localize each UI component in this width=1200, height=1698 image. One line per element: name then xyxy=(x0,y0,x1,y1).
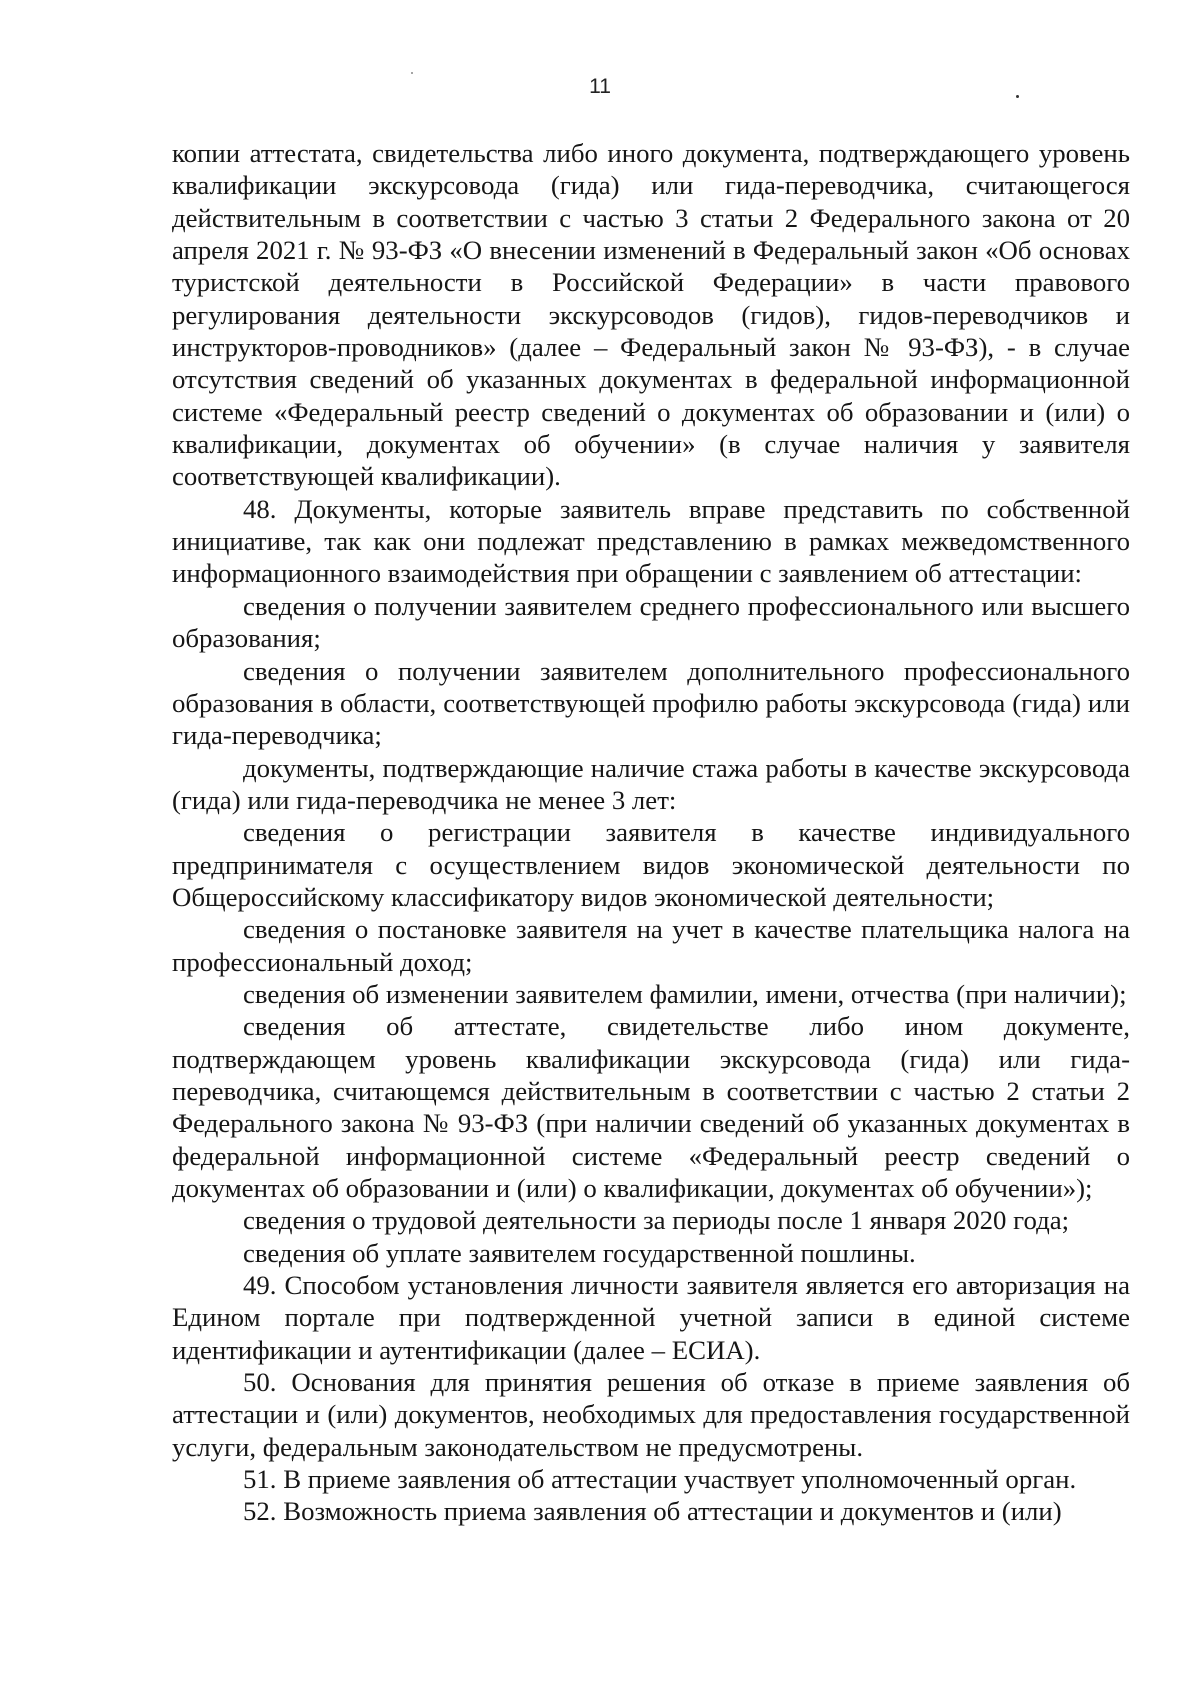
list-item-additional-education: сведения о получении заявителем дополнительного профессионального образования в области, соответствующей профилю работы экскурсовода (гида) или гида-переводчика; xyxy=(172,655,1130,751)
list-item-qualification-certificate: сведения об аттестате, свидетельстве либо ином документе, подтверждающем уровень квалификации экскурсовода (гида) или гида-переводчика, считающемся действительным в соответствии с частью 2 статьи 2 Федерального закона № 93-ФЗ (при наличии сведений об указанных документах в федеральной информационной системе «Федеральный реестр сведений о документах об образовании и (или) о квалификации, документах об обучении»); xyxy=(172,1011,1130,1203)
paragraph-48: 48. Документы, которые заявитель вправе представить по собственной инициативе, так как они подлежат представлению в рамках межведомственного информационного взаимодействия при обращении с заявлением об аттестации: xyxy=(172,493,1130,589)
scan-speck xyxy=(411,72,413,74)
paragraph-continuation: копии аттестата, свидетельства либо иного документа, подтверждающего уровень квалификации экскурсовода (гида) или гида-переводчика, считающегося действительным в соответствии с частью 3 статьи 2 Федерального закона от 20 апреля 2021 г. № 93-ФЗ «О внесении изменений в Федеральный закон «Об основах туристской деятельности в Российской Федерации» в части правового регулирования деятельности экскурсоводов (гидов), гидов-переводчиков и инструкторов-проводников» (далее – Федеральный закон № 93-ФЗ), - в случае отсутствия сведений об указанных документах в федеральной информационной системе «Федеральный реестр сведений о документах об образовании и (или) о квалификации, документах об обучении» (в случае наличия у заявителя соответствующей квалификации). xyxy=(172,138,1130,492)
list-item-state-fee: сведения об уплате заявителем государственной пошлины. xyxy=(243,1237,916,1268)
document-body xyxy=(172,137,1130,1528)
list-item-education: сведения о получении заявителем среднего профессионального или высшего образования; xyxy=(172,590,1130,654)
scan-speck xyxy=(1016,95,1019,98)
paragraph-49: 49. Способом установления личности заявителя является его авторизация на Едином портале при подтвержденной учетной записи в единой системе идентификации и аутентификации (далее – ЕСИА). xyxy=(172,1270,1130,1365)
list-item-entrepreneur-registration: сведения о регистрации заявителя в качестве индивидуального предпринимателя с осуществлением видов экономической деятельности по Общероссийскому классификатору видов экономической деятельности; xyxy=(172,817,1130,912)
paragraph-52: 52. Возможность приема заявления об аттестации и документов и (или) xyxy=(243,1496,1062,1527)
list-item-name-change: сведения об изменении заявителем фамилии, имени, отчества (при наличии); xyxy=(243,978,1127,1009)
paragraph-50: 50. Основания для принятия решения об отказе в приеме заявления об аттестации и (или) документов, необходимых для предоставления государственной услуги, федеральным законодательством не предусмотрены. xyxy=(172,1367,1130,1462)
list-item-tax-registration: сведения о постановке заявителя на учет в качестве плательщика налога на профессиональный доход; xyxy=(172,914,1130,977)
paragraph-51: 51. В приеме заявления об аттестации участвует уполномоченный орган. xyxy=(243,1464,1077,1495)
list-item-experience-documents: документы, подтверждающие наличие стажа работы в качестве экскурсовода (гида) или гида-переводчика не менее 3 лет: xyxy=(172,752,1130,815)
list-item-labor-activity: сведения о трудовой деятельности за периоды после 1 января 2020 года; xyxy=(243,1205,1070,1236)
page-number: 11 xyxy=(589,75,611,98)
